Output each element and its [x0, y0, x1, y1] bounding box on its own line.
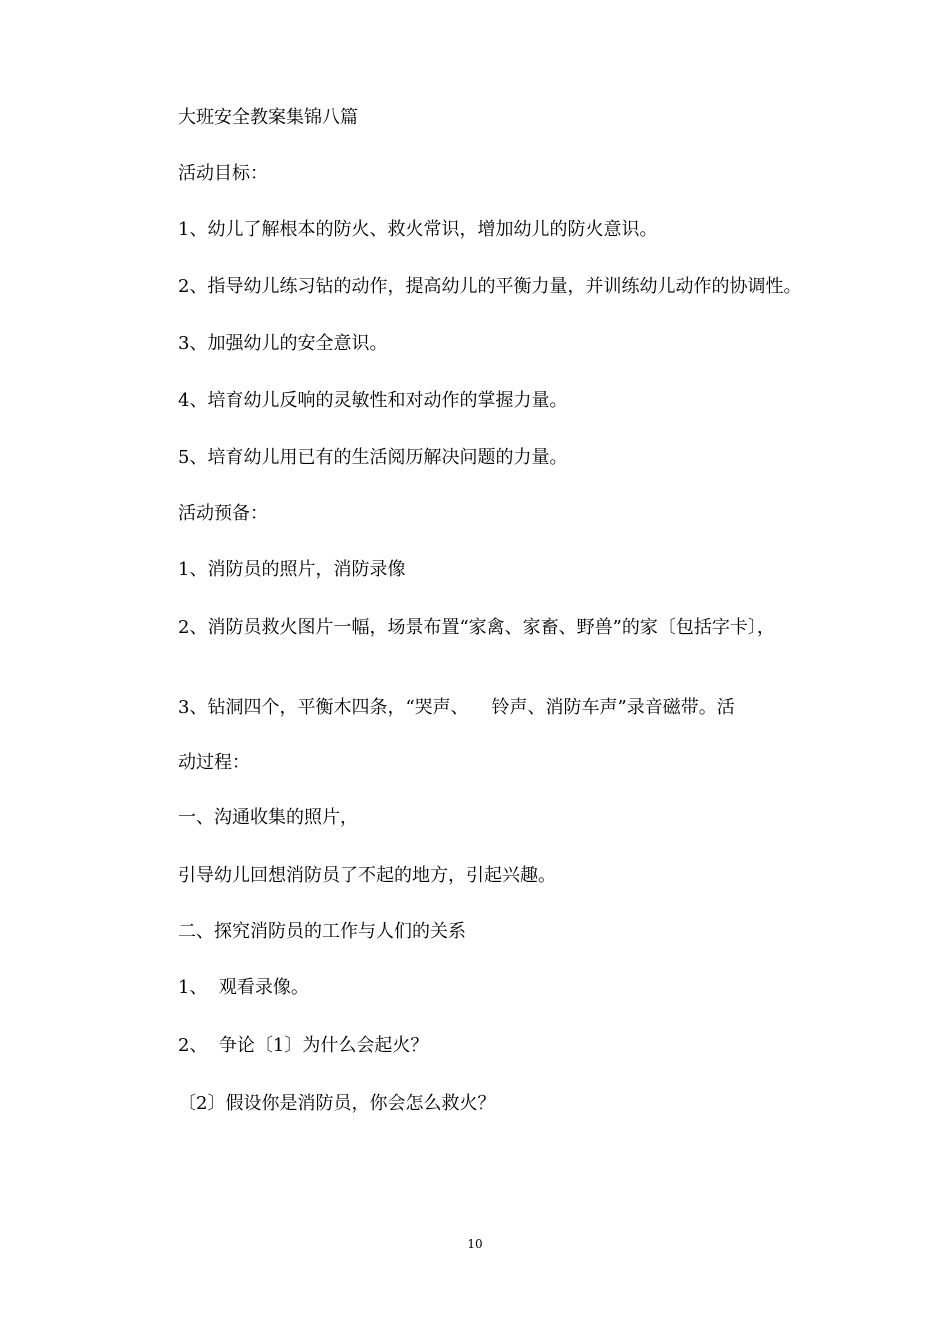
goal-item: 5、培育幼儿用已有的生活阅历解决问题的力量。 — [178, 447, 568, 468]
goal-item: 1、幼儿了解根本的防火、救火常识，增加幼儿的防火意识。 — [178, 219, 658, 240]
process-item: 引导幼儿回想消防员了不起的地方，引起兴趣。 — [178, 865, 556, 886]
goals-heading: 活动目标： — [178, 163, 268, 184]
process-item: 二、探究消防员的工作与人们的关系 — [178, 921, 466, 942]
prep-item: 2、消防员救火图片一幅，场景布置“家禽、家畜、野兽”的家〔包括字卡〕， — [178, 617, 775, 638]
document-title: 大班安全教案集锦八篇 — [178, 107, 358, 128]
process-item: 〔2〕假设你是消防员，你会怎么救火？ — [178, 1093, 496, 1114]
goal-item: 4、培育幼儿反响的灵敏性和对动作的掌握力量。 — [178, 390, 568, 411]
page-number: 10 — [467, 1237, 483, 1251]
process-item: 一、沟通收集的照片， — [178, 807, 358, 828]
process-heading: 动过程： — [178, 752, 250, 773]
prep-item: 1、消防员的照片，消防录像 — [178, 559, 406, 580]
goal-item: 2、指导幼儿练习钻的动作，提高幼儿的平衡力量，并训练幼儿动作的协调性。 — [178, 276, 802, 297]
process-item: 1、 观看录像。 — [178, 977, 309, 998]
prep-item: 3、钻洞四个，平衡木四条，“哭声、 铃声、消防车声”录音磁带。活 — [178, 697, 735, 718]
process-item: 2、 争论〔1〕为什么会起火？ — [178, 1035, 429, 1056]
goal-item: 3、加强幼儿的安全意识。 — [178, 333, 388, 354]
prep-heading: 活动预备： — [178, 503, 268, 524]
